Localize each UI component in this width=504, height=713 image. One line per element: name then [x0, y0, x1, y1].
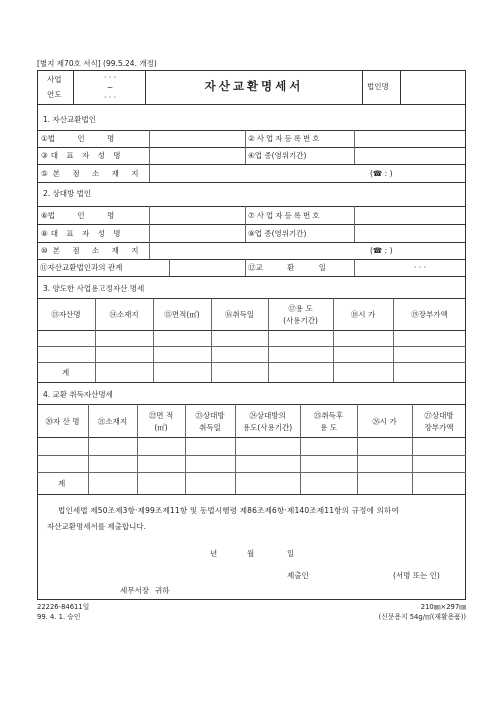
col-other-acq-date: 취득일 [199, 423, 221, 432]
section3-title: 3. 양도한 사업용고정자산 명세 [43, 284, 145, 293]
field-representative: ③대 표 자 성 명 [41, 151, 124, 160]
form-number-note: [별지 제70호 서식] (99.5.24. 개정) [37, 59, 157, 68]
field-business-reg-no: ②사업자등록번호 [248, 134, 322, 143]
section4-title: 4. 교환 취득자산명세 [43, 390, 113, 399]
field-other-business-reg-no: ⑦사업자등록번호 [248, 211, 322, 220]
field-other-head-office: ⑩본 점 소 재 지 [41, 246, 144, 255]
declaration-line-1: 법인세법 제50조제3항·제99조제11항 및 동법시행령 제86조제6항·제140조제11항의 규정에 의하여 [58, 506, 399, 515]
phone-field-1: (☎ : ) [370, 169, 393, 178]
year-start-date: · · · [104, 73, 116, 82]
col-acq-area: ㉒면 적 [148, 411, 174, 420]
recipient-label: 세무서장 [120, 586, 149, 595]
col-acq-market-price: ㉖시 가 [372, 417, 397, 426]
form-frame [37, 70, 466, 600]
year-range-tilde: ~ [106, 83, 114, 92]
col-acq-area-unit: (㎡) [154, 423, 168, 432]
form-title: 자산교환명세서 [204, 79, 304, 93]
col-book-value: ⑲장부가액 [411, 310, 448, 319]
col-usage-period: (사용기간) [283, 316, 318, 325]
recipient-suffix: 귀하 [155, 586, 170, 595]
col-other-party: ㉓상대방 [195, 411, 225, 420]
section2-title: 2. 상대방 법인 [43, 189, 92, 198]
col-location: ⑭소재지 [109, 310, 139, 319]
footer-paper-type: (신문용지 54g/㎡(재활용품)) [378, 613, 466, 621]
col-area: ⑮면적(㎡) [164, 310, 200, 319]
section4-total-label: 계 [58, 479, 66, 488]
section1-title: 1. 자산교환법인 [43, 115, 97, 124]
submitter-label: 제출인 [287, 571, 309, 580]
footer-approval: 99. 4. 1. 승인 [37, 613, 81, 621]
field-business-type: ④업 종(영위기간) [248, 151, 307, 160]
field-other-representative: ⑧대 표 자 성 명 [41, 229, 124, 238]
date-year: 년 [210, 549, 218, 558]
col-acq-asset-name: ⑳자 산 명 [45, 417, 80, 426]
col-usage: ⑰용 도 [288, 304, 313, 313]
col-other-book-value: 장부가액 [424, 423, 454, 432]
col-acquisition-date: ⑯취득일 [224, 310, 255, 319]
field-relationship: ⑪자산교환법인과의 관계 [40, 263, 123, 272]
col-asset-name: ⑬자산명 [51, 310, 81, 319]
date-day: 일 [287, 549, 295, 558]
date-month: 월 [247, 549, 255, 558]
corp-name-label: 법인명 [367, 82, 389, 91]
col-market-price: ⑱시 가 [350, 310, 376, 319]
col-other-party-2: ㉗상대방 [424, 411, 454, 420]
col-other-party-of: ㉔상대방의 [249, 411, 286, 420]
field-other-corp-name: ⑥법 인 명 [41, 211, 115, 220]
field-exchange-date: ⑫교 환 일 [248, 263, 327, 272]
col-other-usage-period: 용도(사용기간) [242, 423, 293, 432]
business-year-label-2: 연도 [47, 90, 62, 99]
year-end-date: · · · [104, 93, 116, 102]
field-corp-name: ①법 인 명 [41, 134, 115, 143]
footer-form-code: 22226-84611일 [37, 603, 90, 611]
field-head-office: ⑤본 점 소 재 지 [41, 169, 144, 178]
business-year-label: 사업 [47, 75, 62, 84]
footer-paper-size: 210㎜×297㎜ [420, 603, 466, 611]
col-after-acq: ㉕취득후 [313, 411, 344, 420]
exchange-date-value: · · · [414, 263, 426, 272]
col-acq-location: ㉑소재지 [97, 417, 128, 426]
section3-total-label: 계 [62, 368, 70, 377]
col-after-acq-usage: 용 도 [320, 423, 337, 432]
phone-field-2: (☎ : ) [370, 246, 393, 255]
signature-label: (서명 또는 인) [393, 571, 440, 580]
declaration-line-2: 자산교환명세서를 제출합니다. [47, 522, 146, 531]
field-other-business-type: ⑨업 종(영위기간) [248, 229, 307, 238]
